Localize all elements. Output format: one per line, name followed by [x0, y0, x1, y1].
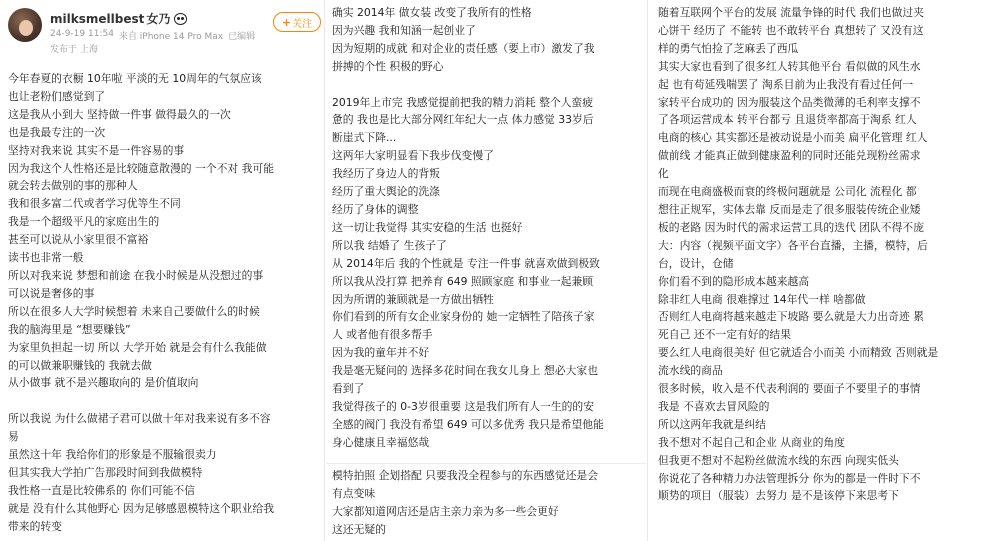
- text-line: 所以我 结婚了 生孩子了: [332, 238, 447, 252]
- text-line: 这两年大家明显看下我步伐变慢了: [332, 149, 494, 163]
- text-line: 所以对我来说 梦想和前途 在我小时候是从没想过的事: [8, 268, 264, 282]
- text-line: 身心健康且幸福悠哉: [332, 435, 430, 449]
- text-line: 除非红人电商 很难撑过 14年代一样 啥都做: [658, 292, 866, 306]
- text-line: 做前线 才能真正做到健康盈利的同时还能兑现粉丝需求: [658, 149, 921, 163]
- text-line: 有点变味: [332, 486, 376, 500]
- text-line: 为家里负担起一切 所以 大学开始 就是会有什么我能做: [8, 340, 267, 354]
- username-suffix[interactable]: 女乃: [146, 12, 171, 26]
- column-divider: [324, 0, 325, 541]
- text-line: 看到了: [332, 382, 365, 396]
- username[interactable]: milksmellbest: [50, 11, 145, 26]
- text-line: 我是毫无疑问的 选择多花时间在我女儿身上 想必大家也: [332, 364, 598, 378]
- username-row: [50, 10, 187, 27]
- text-line: 要么红人电商很美好 但它就适合小而美 小而精致 否则就是: [658, 346, 939, 360]
- text-line: 大：内容（视频平面文字）各平台直播，主播，模特，后: [658, 238, 928, 252]
- text-line: 因为我这个人性格还是比较随意散漫的 一个不对 我可能: [8, 161, 274, 175]
- text-line: 因为所谓的兼顾就是一方做出牺牲: [332, 292, 494, 306]
- text-line: 化: [658, 167, 669, 181]
- text-line: 随着互联网个平台的发展 流量争锋的时代 我们也做过夹: [658, 6, 924, 19]
- post-text-col3: [658, 4, 994, 505]
- text-line: 甚至可以说从小家里很不富裕: [8, 233, 149, 247]
- text-line: 从小做事 就不是兴趣取向的 是价值取向: [8, 376, 199, 390]
- text-line: 可以说是奢侈的事: [8, 286, 95, 300]
- text-line: 你说花了各种精力办法管理拆分 你为的都是一件时下不: [658, 471, 921, 485]
- text-line: 我和很多富二代或者学习优等生不同: [8, 197, 181, 211]
- text-line: 因为短期的成就 和对企业的责任感（要上市）激发了我: [332, 41, 595, 55]
- post-location: 发布于 上海: [50, 45, 98, 55]
- text-line: 否则红人电商将越来越走下坡路 要么就是大力出奇迹 累: [658, 310, 924, 324]
- text-line: 易: [8, 430, 19, 444]
- post-column-1: [0, 0, 323, 541]
- text-line: 这是我从小到大 坚持做一件事 做得最久的一次: [8, 107, 231, 121]
- text-line: 想往正规军，实体去靠 反而是走了很多服装传统企业矮: [658, 202, 921, 216]
- text-line: 但我更不想对不起粉丝做流水线的东西 向现实低头: [658, 453, 899, 467]
- post-source: 来自 iPhone 14 Pro Max: [118, 32, 224, 42]
- post-edited[interactable]: 已编辑: [228, 32, 256, 42]
- text-line: 这还无疑的: [332, 522, 386, 536]
- text-line: 经历了身体的调整: [332, 202, 419, 216]
- post-text-col1: [8, 70, 320, 536]
- text-line: 所以这两年我就是纠结: [658, 417, 766, 431]
- column-divider: [647, 0, 648, 541]
- text-line: 这一切让我觉得 其实安稳的生活 也挺好: [332, 220, 523, 234]
- text-line: 所以我从没打算 把养育 649 照顾家庭 和事业一起兼顾: [332, 274, 594, 288]
- text-line: 虽然这十年 我给你们的形象是不服输很卖力: [8, 448, 217, 462]
- text-line: 所以在很多人大学时候想着 未来自己要做什么的时候: [8, 304, 260, 318]
- post-date: 24-9-19 11:54: [50, 29, 114, 39]
- text-line: 带来的转变: [8, 519, 62, 533]
- text-line: 也是我最专注的一次: [8, 125, 106, 139]
- text-line: 读书也非常一般: [8, 251, 84, 265]
- text-line: 其实大家也看到了很多红人转其他平台 看似做的风生水: [658, 59, 921, 73]
- text-line: 确实 2014年 做女装 改变了我所有的性格: [332, 6, 532, 19]
- text-line: 惫的 我也是比大部分网红年纪大一点 体力感觉 33岁后: [332, 113, 594, 127]
- text-line: 我经历了身边人的背叛: [332, 167, 440, 181]
- text-line: 模特拍照 企划搭配 只要我没全程参与的东西感觉还是会: [332, 469, 598, 482]
- text-line: 顺势的项目（服装）去努力 是不是该停下来思考下: [658, 489, 899, 503]
- text-line: 我是 不喜欢去冒风险的: [658, 399, 770, 413]
- text-line: 就会转去做别的事的那种人: [8, 179, 138, 193]
- text-line: 而现在电商盛极而衰的终极问题就是 公司化 流程化 都: [658, 185, 917, 199]
- text-line: 样的勇气怕捡了芝麻丢了西瓜: [658, 41, 799, 55]
- text-line: 所以我说 为什么做裙子君可以做十年对我来说有多不容: [8, 412, 271, 426]
- text-line: 从 2014年后 我的个性就是 专注一件事 就喜欢做到极致: [332, 256, 600, 270]
- text-line: 板的老路 因为时代的需求运营工具的迭代 团队不得不庞: [658, 220, 924, 234]
- text-line: 我不想对不起自己和企业 从商业的角度: [658, 435, 845, 449]
- text-line: 的可以做兼职赚钱的 我就去做: [8, 358, 152, 372]
- text-line: 今年春夏的衣橱 10年啦 平淡的无 10周年的气氛应该: [8, 72, 262, 85]
- panda-icon: [174, 13, 187, 25]
- text-line: 很多时候，收入是不代表利润的 要面子不要里子的事情: [658, 382, 921, 396]
- text-line: 也让老粉们感觉到了: [8, 89, 106, 103]
- text-line: 人 或者他有很多帮手: [332, 328, 433, 342]
- text-line: 我性格一直是比较佛系的 你们可能不信: [8, 483, 195, 497]
- text-line: 经历了重大舆论的洗涤: [332, 185, 440, 199]
- text-line: 断崖式下降...: [332, 131, 397, 145]
- text-line: [332, 76, 643, 94]
- plus-icon: +: [281, 15, 292, 29]
- post-text-col2-b: [332, 467, 643, 539]
- text-line: 死自己 还不一定有好的结果: [658, 328, 791, 342]
- text-line: 因为我的童年并不好: [332, 346, 430, 360]
- text-line: 电商的核心 其实都还是被动说是小而美 扁平化管理 红人: [658, 131, 928, 145]
- follow-label: 关注: [292, 18, 313, 30]
- text-line: 2019年上市完 我感觉提前把我的精力消耗 整个人蛮疲: [332, 95, 594, 109]
- text-line: 你们看不到的隐形成本越来越高: [658, 274, 810, 288]
- text-line: 台，设计，仓储: [658, 256, 734, 270]
- text-line: 坚持对我来说 其实不是一件容易的事: [8, 143, 185, 157]
- text-line: 你们看到的所有女企业家身份的 她一定牺牲了陪孩子家: [332, 310, 595, 324]
- avatar[interactable]: [8, 8, 42, 42]
- follow-button[interactable]: [273, 12, 321, 32]
- text-line: 了各项运营成本 转平台都亏 且退货率都高于淘系 红人: [658, 113, 917, 127]
- post-column-3: [650, 0, 1000, 541]
- post-header: [0, 0, 323, 58]
- text-line: 因为兴趣 我和知涵一起创业了: [332, 23, 476, 37]
- text-line: 就是 没有什么其他野心 因为足够感恩模特这个职业给我: [8, 501, 274, 515]
- text-line: 拼搏的个性 积极的野心: [332, 59, 444, 73]
- segment-divider: [326, 463, 646, 464]
- text-line: 流水线的商品: [658, 364, 723, 378]
- text-line: [8, 392, 320, 410]
- text-line: 心饼干 经历了 不能转 也不敢转平台 真想转了 又没有这: [658, 23, 924, 37]
- post-meta: [50, 29, 255, 42]
- text-line: 我是一个超级平凡的家庭出生的: [8, 215, 160, 229]
- text-line: 我觉得孩子的 0-3岁很重要 这是我们所有人一生的的安: [332, 399, 595, 413]
- text-line: 我的脑海里是 “想要赚钱”: [8, 322, 131, 336]
- text-line: 但其实我大学拍广告那段时间到我做模特: [8, 465, 203, 479]
- text-line: 全感的阀门 我没有希望 649 可以多优秀 我只是希望他能: [332, 417, 604, 431]
- text-line: 起 也有苟延残喘罢了 淘系目前为止我没有看过任何一: [658, 77, 914, 91]
- text-line: 家转平台成功的 因为服装这个品类微薄的毛利率支撑不: [658, 95, 921, 109]
- text-line: 大家都知道网店还是店主亲力亲为多一些会更好: [332, 504, 559, 518]
- post-column-2: [326, 0, 646, 541]
- post-text-col2-a: [332, 4, 643, 452]
